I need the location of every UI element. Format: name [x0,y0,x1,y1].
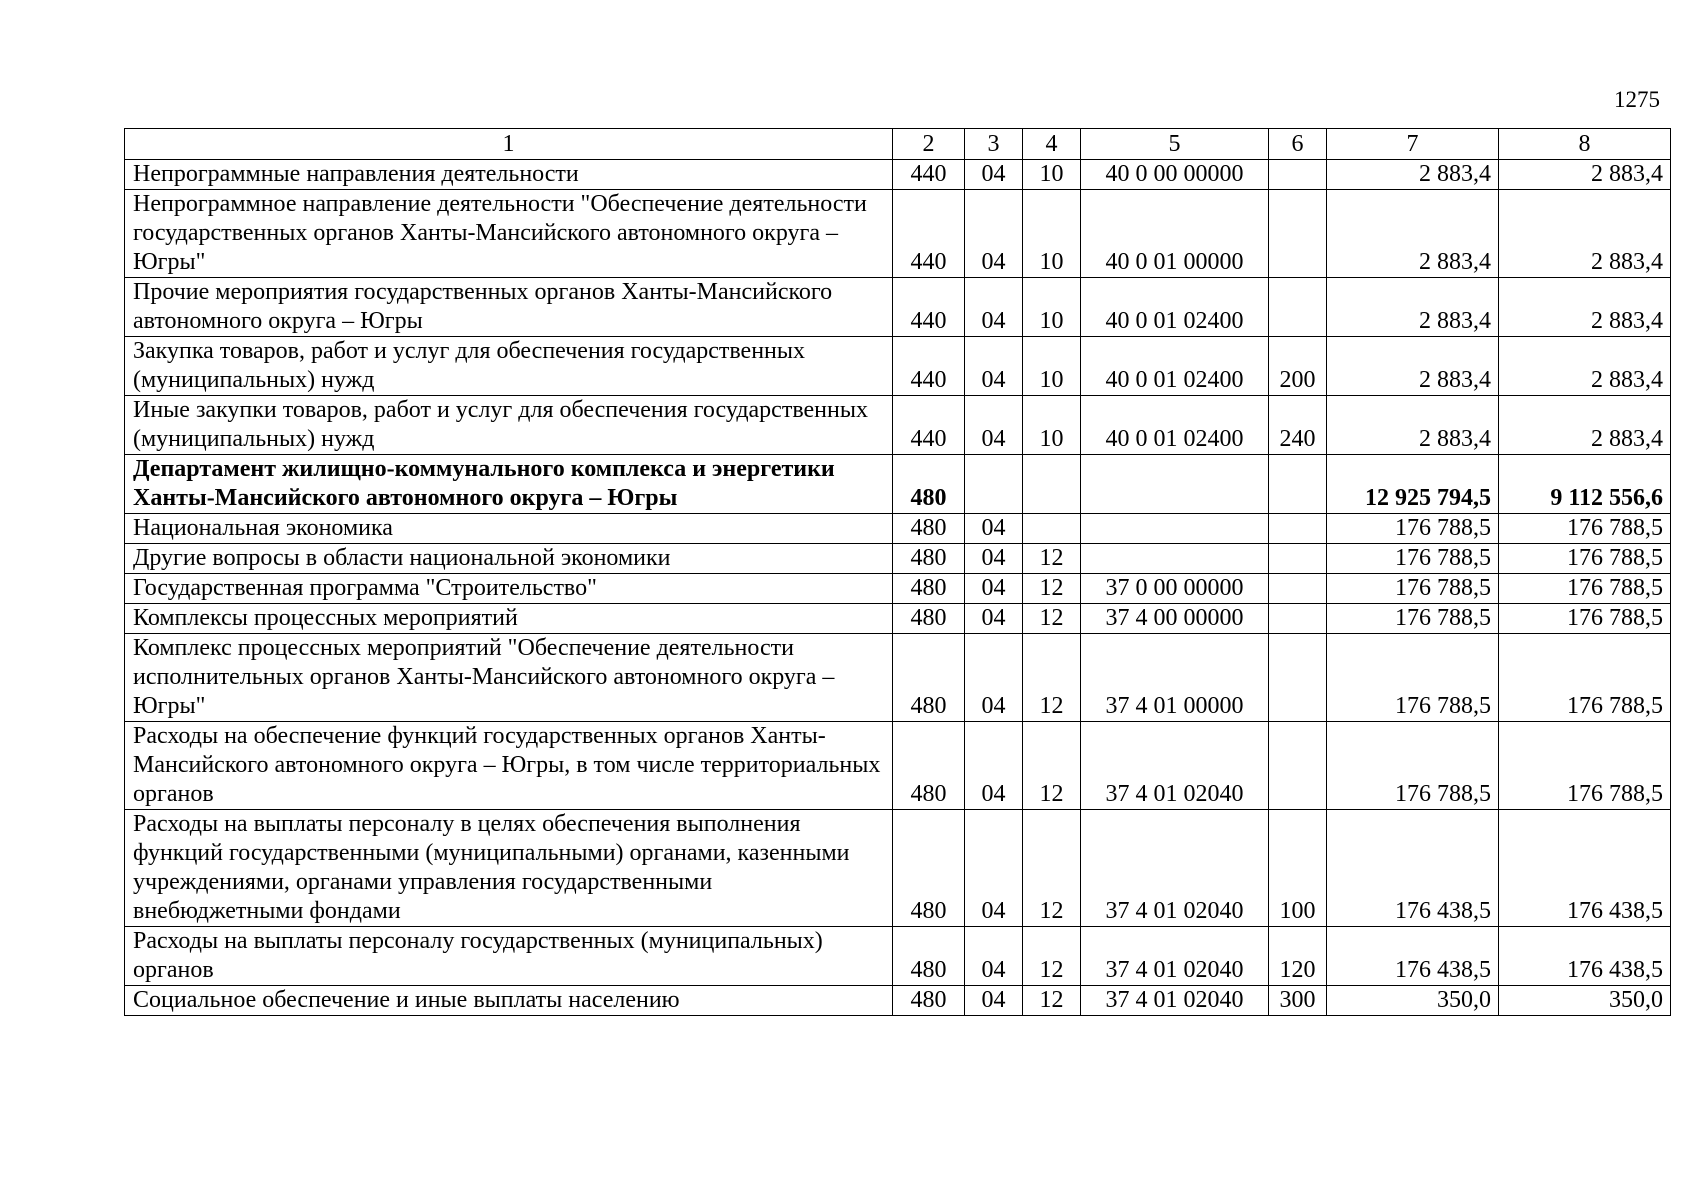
section-code-cell: 04 [965,574,1023,604]
section-code-cell: 04 [965,544,1023,574]
subsection-code-cell: 10 [1023,190,1081,278]
expense-name-cell: Департамент жилищно-коммунального комплекса и энергетики Ханты-Мансийского автономного округа – Югры [125,455,893,514]
expense-name-cell: Другие вопросы в области национальной экономики [125,544,893,574]
amount-year2-cell: 176 438,5 [1499,927,1671,986]
target-article-cell: 37 4 01 02040 [1081,722,1269,810]
amount-year2-cell: 176 788,5 [1499,604,1671,634]
expense-name-cell: Государственная программа "Строительство" [125,574,893,604]
amount-year2-cell: 2 883,4 [1499,160,1671,190]
subsection-code-cell: 12 [1023,544,1081,574]
section-code-cell: 04 [965,604,1023,634]
target-article-cell: 37 4 01 02040 [1081,986,1269,1016]
amount-year1-cell: 176 788,5 [1327,544,1499,574]
amount-year2-cell: 2 883,4 [1499,396,1671,455]
target-article-cell [1081,514,1269,544]
expense-type-cell [1269,514,1327,544]
amount-year1-cell: 176 788,5 [1327,514,1499,544]
expense-type-cell: 240 [1269,396,1327,455]
target-article-cell: 37 0 00 00000 [1081,574,1269,604]
table-row [125,927,1671,986]
expense-type-cell: 300 [1269,986,1327,1016]
page-number: 1275 [1614,87,1660,112]
column-number-header-row [125,129,1671,160]
subsection-code-cell: 10 [1023,337,1081,396]
expense-type-cell: 120 [1269,927,1327,986]
amount-year1-cell: 2 883,4 [1327,337,1499,396]
section-code-cell: 04 [965,722,1023,810]
department-code-cell: 440 [893,278,965,337]
expense-type-cell [1269,544,1327,574]
expense-name-cell: Национальная экономика [125,514,893,544]
amount-year2-cell: 176 788,5 [1499,634,1671,722]
expense-type-cell [1269,604,1327,634]
table-row [125,455,1671,514]
column-header-3: 3 [965,129,1023,160]
subsection-code-cell: 12 [1023,574,1081,604]
amount-year2-cell: 176 438,5 [1499,810,1671,927]
target-article-cell: 37 4 00 00000 [1081,604,1269,634]
department-code-cell: 480 [893,634,965,722]
subsection-code-cell: 12 [1023,634,1081,722]
subsection-code-cell: 10 [1023,278,1081,337]
section-code-cell: 04 [965,396,1023,455]
table-row [125,160,1671,190]
subsection-code-cell: 12 [1023,927,1081,986]
table-row [125,810,1671,927]
amount-year2-cell: 350,0 [1499,986,1671,1016]
target-article-cell: 40 0 01 02400 [1081,396,1269,455]
target-article-cell: 40 0 01 02400 [1081,337,1269,396]
target-article-cell [1081,544,1269,574]
expense-name-cell: Непрограммные направления деятельности [125,160,893,190]
department-code-cell: 480 [893,722,965,810]
amount-year1-cell: 2 883,4 [1327,278,1499,337]
table-row [125,722,1671,810]
expense-type-cell [1269,455,1327,514]
expense-type-cell [1269,574,1327,604]
amount-year1-cell: 350,0 [1327,986,1499,1016]
amount-year1-cell: 2 883,4 [1327,190,1499,278]
department-code-cell: 480 [893,544,965,574]
amount-year2-cell: 2 883,4 [1499,190,1671,278]
expense-name-cell: Расходы на обеспечение функций государственных органов Ханты-Мансийского автономного округа – Югры, в том числе территориальных органов [125,722,893,810]
amount-year1-cell: 176 788,5 [1327,574,1499,604]
column-header-4: 4 [1023,129,1081,160]
target-article-cell: 40 0 00 00000 [1081,160,1269,190]
target-article-cell: 37 4 01 00000 [1081,634,1269,722]
department-code-cell: 440 [893,396,965,455]
subsection-code-cell: 12 [1023,722,1081,810]
amount-year2-cell: 176 788,5 [1499,722,1671,810]
table-row [125,574,1671,604]
target-article-cell: 37 4 01 02040 [1081,927,1269,986]
expense-name-cell: Иные закупки товаров, работ и услуг для обеспечения государственных (муниципальных) нужд [125,396,893,455]
amount-year2-cell: 9 112 556,6 [1499,455,1671,514]
expense-name-cell: Комплекс процессных мероприятий "Обеспечение деятельности исполнительных органов Ханты-Мансийского автономного округа – Югры" [125,634,893,722]
department-code-cell: 480 [893,455,965,514]
section-code-cell: 04 [965,160,1023,190]
department-code-cell: 480 [893,810,965,927]
amount-year1-cell: 176 788,5 [1327,634,1499,722]
section-code-cell: 04 [965,986,1023,1016]
expense-name-cell: Комплексы процессных мероприятий [125,604,893,634]
expense-type-cell [1269,634,1327,722]
budget-table [124,128,1671,1016]
target-article-cell: 40 0 01 00000 [1081,190,1269,278]
expense-type-cell: 100 [1269,810,1327,927]
subsection-code-cell [1023,455,1081,514]
subsection-code-cell: 10 [1023,160,1081,190]
expense-type-cell: 200 [1269,337,1327,396]
section-code-cell: 04 [965,514,1023,544]
table-row [125,337,1671,396]
table-row [125,190,1671,278]
expense-name-cell: Прочие мероприятия государственных органов Ханты-Мансийского автономного округа – Югры [125,278,893,337]
table-row [125,604,1671,634]
section-code-cell [965,455,1023,514]
department-code-cell: 480 [893,514,965,544]
subsection-code-cell: 10 [1023,396,1081,455]
department-code-cell: 440 [893,337,965,396]
amount-year1-cell: 2 883,4 [1327,396,1499,455]
expense-type-cell [1269,190,1327,278]
department-code-cell: 440 [893,160,965,190]
section-code-cell: 04 [965,337,1023,396]
target-article-cell: 37 4 01 02040 [1081,810,1269,927]
expense-name-cell: Непрограммное направление деятельности "Обеспечение деятельности государственных органов Ханты-Мансийского автономного округа – Югры" [125,190,893,278]
table-row [125,986,1671,1016]
section-code-cell: 04 [965,810,1023,927]
table-row [125,396,1671,455]
amount-year1-cell: 12 925 794,5 [1327,455,1499,514]
amount-year2-cell: 176 788,5 [1499,544,1671,574]
expense-type-cell [1269,722,1327,810]
table-row [125,514,1671,544]
amount-year2-cell: 176 788,5 [1499,514,1671,544]
department-code-cell: 480 [893,927,965,986]
amount-year2-cell: 2 883,4 [1499,278,1671,337]
subsection-code-cell: 12 [1023,986,1081,1016]
expense-name-cell: Социальное обеспечение и иные выплаты населению [125,986,893,1016]
section-code-cell: 04 [965,278,1023,337]
section-code-cell: 04 [965,927,1023,986]
target-article-cell [1081,455,1269,514]
amount-year1-cell: 2 883,4 [1327,160,1499,190]
amount-year1-cell: 176 788,5 [1327,722,1499,810]
column-header-1: 1 [125,129,893,160]
amount-year1-cell: 176 438,5 [1327,810,1499,927]
table-row [125,278,1671,337]
amount-year1-cell: 176 438,5 [1327,927,1499,986]
amount-year1-cell: 176 788,5 [1327,604,1499,634]
amount-year2-cell: 2 883,4 [1499,337,1671,396]
column-header-6: 6 [1269,129,1327,160]
subsection-code-cell [1023,514,1081,544]
target-article-cell: 40 0 01 02400 [1081,278,1269,337]
expense-type-cell [1269,160,1327,190]
column-header-2: 2 [893,129,965,160]
expense-name-cell: Расходы на выплаты персоналу в целях обеспечения выполнения функций государственными (муниципальными) органами, казенными учреждениями, органами управления государственными внебюджетными фондами [125,810,893,927]
table-row [125,544,1671,574]
column-header-5: 5 [1081,129,1269,160]
expense-name-cell: Закупка товаров, работ и услуг для обеспечения государственных (муниципальных) нужд [125,337,893,396]
section-code-cell: 04 [965,634,1023,722]
table-row [125,634,1671,722]
department-code-cell: 440 [893,190,965,278]
subsection-code-cell: 12 [1023,604,1081,634]
column-header-7: 7 [1327,129,1499,160]
expense-type-cell [1269,278,1327,337]
department-code-cell: 480 [893,986,965,1016]
department-code-cell: 480 [893,604,965,634]
subsection-code-cell: 12 [1023,810,1081,927]
section-code-cell: 04 [965,190,1023,278]
department-code-cell: 480 [893,574,965,604]
column-header-8: 8 [1499,129,1671,160]
expense-name-cell: Расходы на выплаты персоналу государственных (муниципальных) органов [125,927,893,986]
amount-year2-cell: 176 788,5 [1499,574,1671,604]
